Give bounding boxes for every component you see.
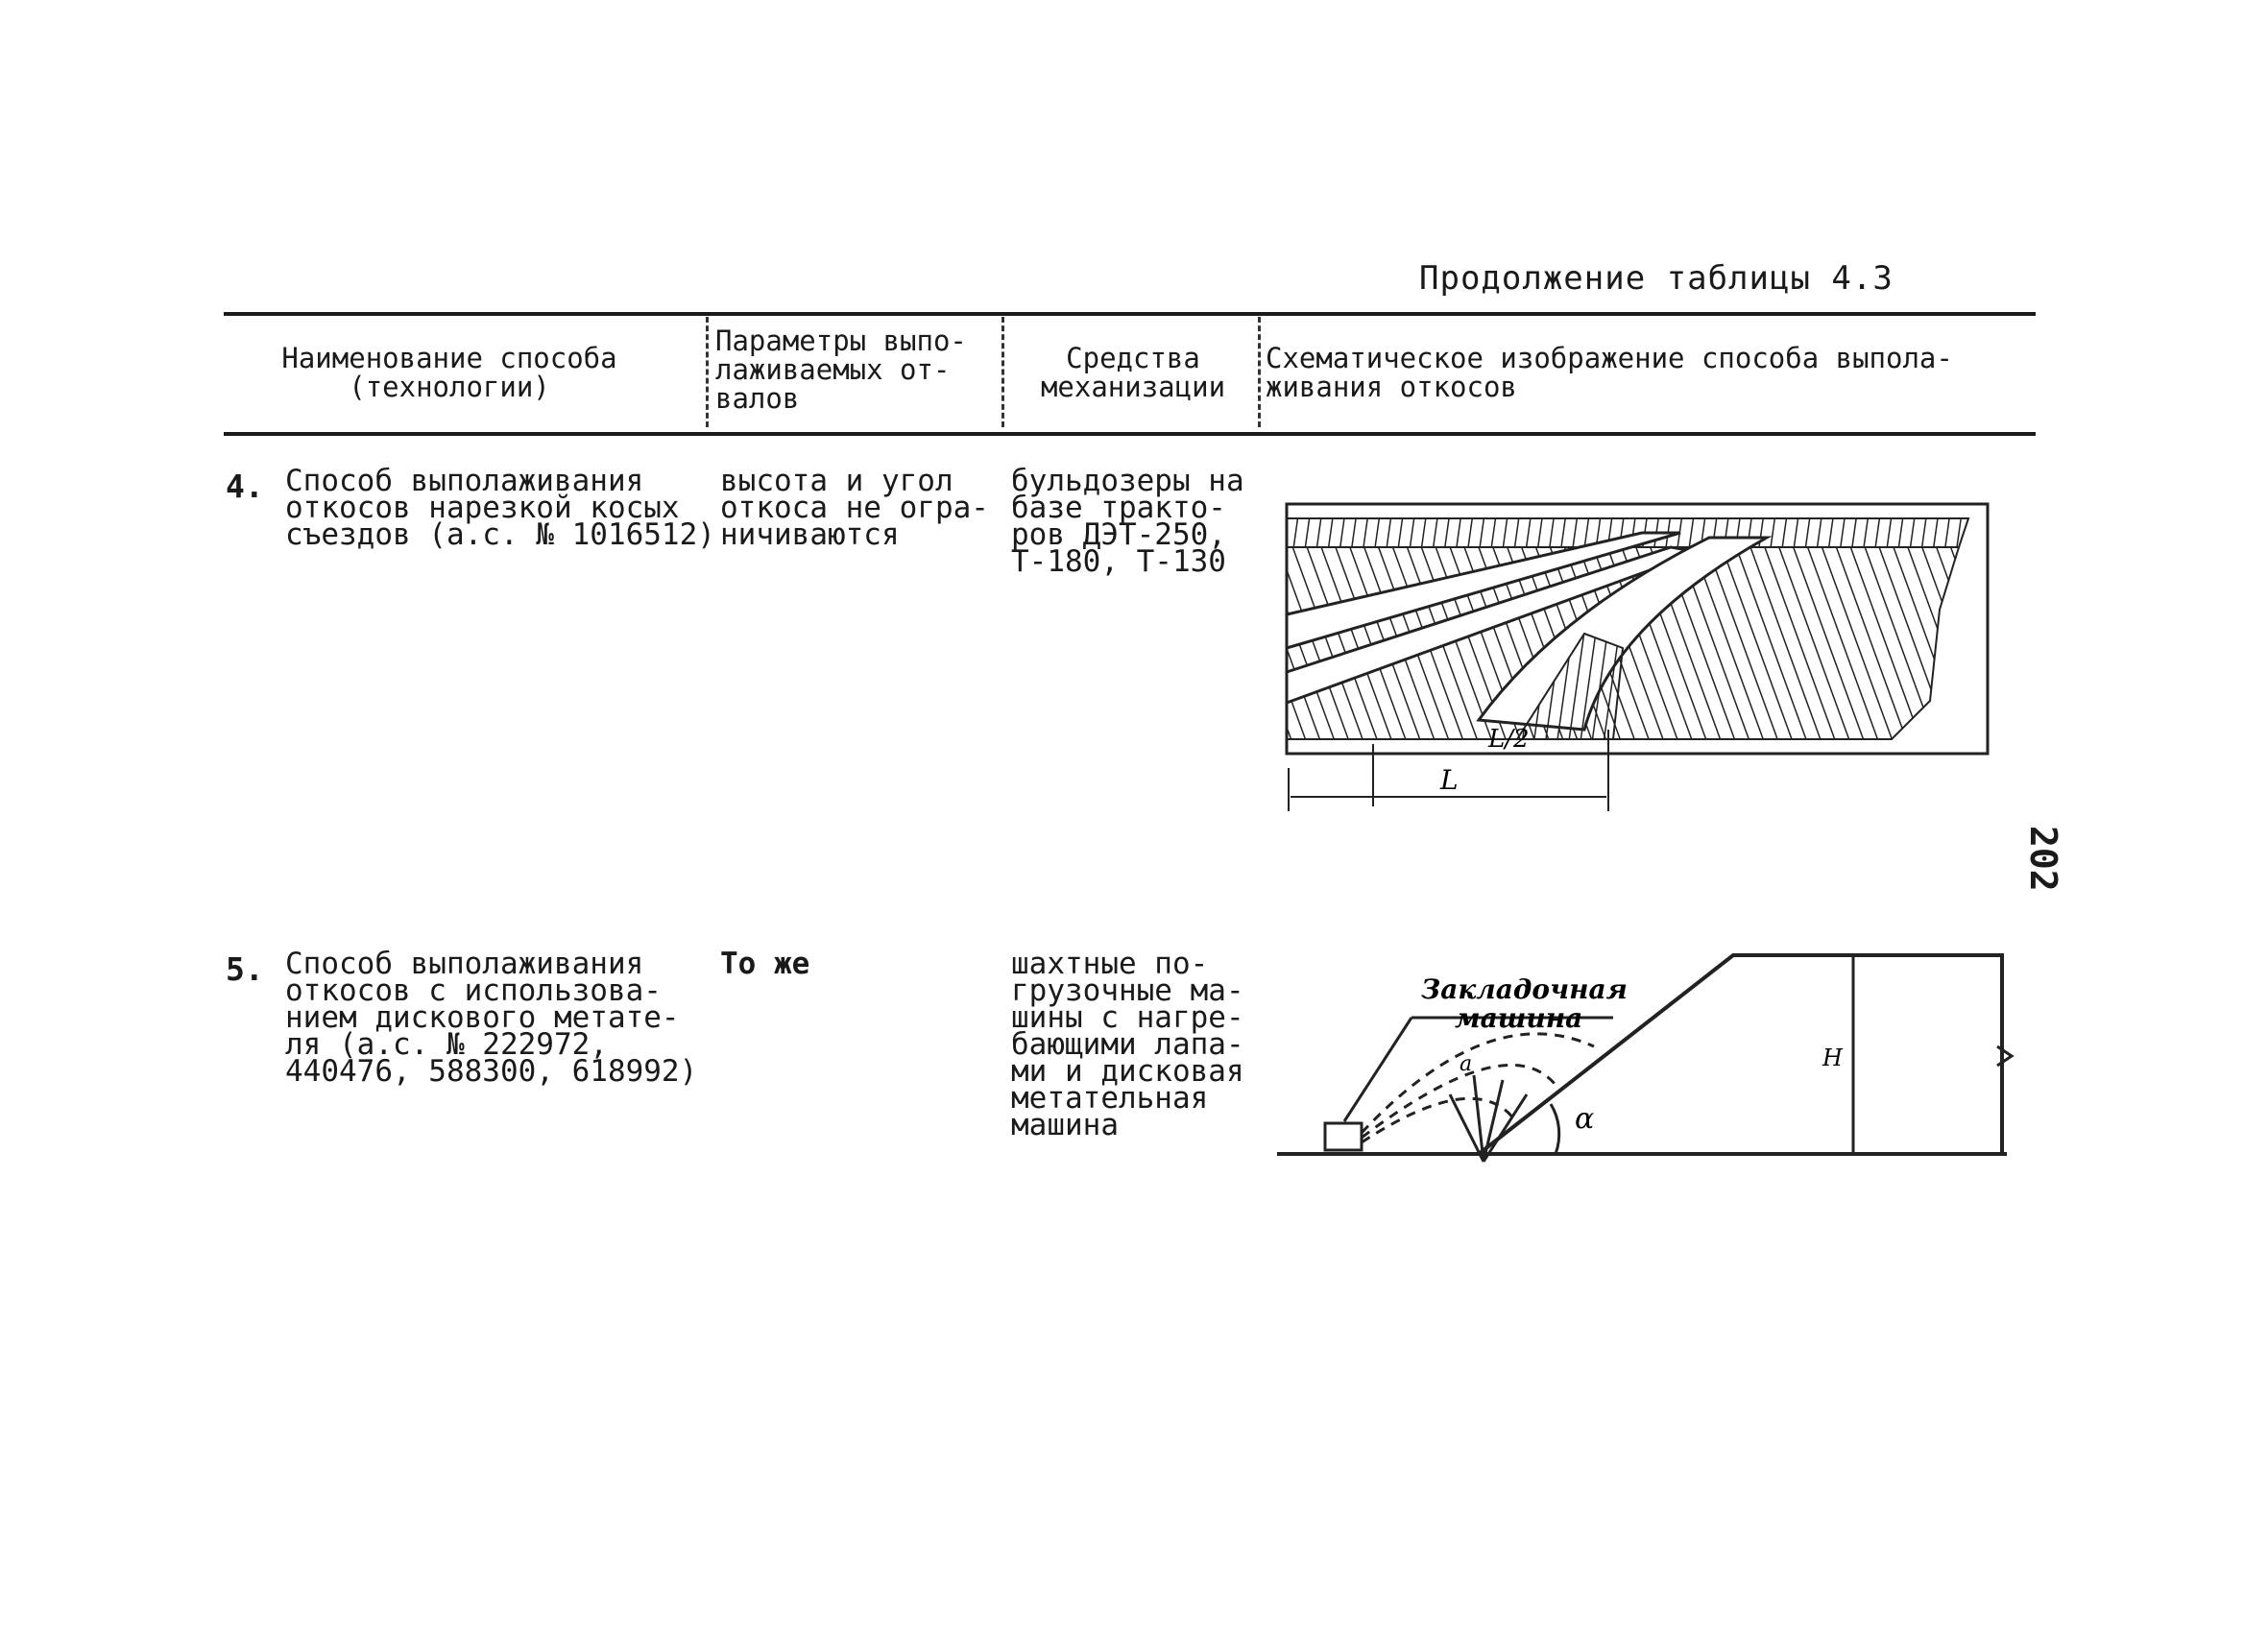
table-header-rule <box>224 432 2036 436</box>
row-machinery: бульдозеры на базе тракто- ров ДЭТ-250, Т-180, Т-130 <box>1011 464 1244 579</box>
row-method-name: Способ выполаживания откосов нарезкой косых съездов (а.с. № 1016512) <box>285 464 715 552</box>
page-number: 202 <box>2022 826 2064 892</box>
disc-label: a <box>1460 1052 1473 1076</box>
row-method-name: Способ выполаживания откосов с использова- нием дискового метате- ля (а.с. № 222972, 440476, 588300, 618992) <box>285 947 698 1089</box>
row-number: 5. <box>226 950 264 988</box>
half-length-label: L/2 <box>1488 725 1530 754</box>
row-number: 4. <box>226 468 264 505</box>
ramp-cutting-diagram <box>1267 480 2016 826</box>
height-label: H <box>1822 1045 1843 1071</box>
column-header-scheme: Схематическое изображение способа выпола- живания откосов <box>1266 342 1953 403</box>
machine-label: Закладочная машина <box>1421 973 1628 1034</box>
disc-thrower-diagram <box>1267 941 2016 1181</box>
column-header-name: Наименование способа (технологии) <box>281 342 617 403</box>
length-label: L <box>1440 764 1459 796</box>
column-separator <box>706 317 709 427</box>
table-top-rule <box>224 312 2036 316</box>
row-parameters: То же <box>720 947 810 981</box>
column-header-machinery: Средства механизации <box>1040 342 1226 403</box>
column-header-parameters: Параметры выпо- лаживаемых от- валов <box>715 324 967 415</box>
row-parameters: высота и угол откоса не огра- ничиваются <box>720 464 989 552</box>
continuation-title: Продолжение таблицы 4.3 <box>1419 259 1894 298</box>
column-separator <box>1001 317 1004 427</box>
row-machinery: шахтные по- грузочные ма- шины с нагре- бающими лапа- ми и дисковая метательная машина <box>1011 947 1244 1142</box>
angle-label: α <box>1575 1102 1595 1136</box>
column-separator <box>1258 317 1261 427</box>
